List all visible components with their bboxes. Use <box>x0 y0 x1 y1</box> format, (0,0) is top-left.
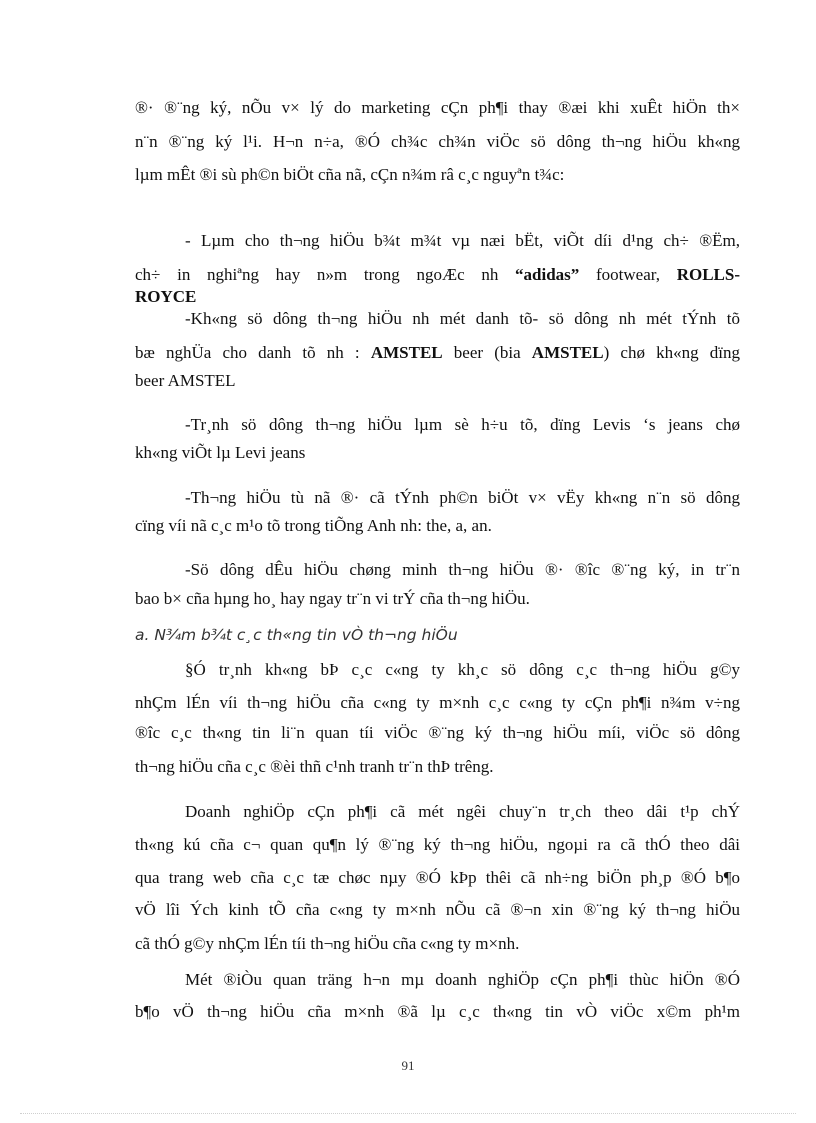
body-line: ch÷ in nghiªng hay n»m trong ngoÆc nh “adidas” footwear, ROLLS- <box>135 265 741 284</box>
body-line: ®îc c¸c th«ng tin li¨n quan tíi viÖc ®¨ng ký th¬ng hiÖu míi, viÖc sö dông <box>135 723 740 742</box>
body-line: ®· ®¨ng ký, nÕu v× lý do marketing cÇn ph¶i thay ®æi khi xuÊt hiÖn th× <box>135 98 740 117</box>
body-line: Doanh nghiÖp cÇn ph¶i cã mét ngêi chuy¨n tr¸ch theo dâi t¹p chÝ <box>185 802 740 821</box>
body-line: vÖ lîi Ých kinh tÕ cña c«ng ty m×nh nÕu cã ®¬n xin ®¨ng ký th¬ng hiÖu <box>135 900 740 919</box>
body-line: th¬ng hiÖu cña c¸c ®èi thñ c¹nh tranh tr¨n thÞ trêng. <box>135 757 494 776</box>
body-line: beer AMSTEL <box>135 371 236 390</box>
body-line: -Th¬ng hiÖu tù nã ®· cã tÝnh ph©n biÖt v× vËy kh«ng n¨n sö dông <box>185 488 740 507</box>
body-line: ROYCE <box>135 287 197 306</box>
body-line: Mét ®iÒu quan träng h¬n mµ doanh nghiÖp cÇn ph¶i thùc hiÖn ®Ó <box>185 970 740 989</box>
body-line: lµm mÊt ®i sù ph©n biÖt cña nã, cÇn n¾m râ c¸c nguyªn t¾c: <box>135 165 565 184</box>
body-line: -Tr¸nh sö dông th¬ng hiÖu lµm sè h÷u tõ, dïng Levis ‘s jeans chø <box>185 415 740 434</box>
page-bottom-divider <box>20 1113 796 1114</box>
section-heading: a. N¾m b¾t c¸c th«ng tin vÒ th¬ng hiÖu <box>135 626 458 644</box>
body-line: §Ó tr¸nh kh«ng bÞ c¸c c«ng ty kh¸c sö dông c¸c th¬ng hiÖu g©y <box>185 660 740 679</box>
body-line: n¨n ®¨ng ký l¹i. H¬n n÷a, ®Ó ch¾c ch¾n viÖc sö dông th¬ng hiÖu kh«ng <box>135 132 740 151</box>
body-line: th«ng kú cña c¬ quan qu¶n lý ®¨ng ký th¬ng hiÖu, ngoµi ra cã thÓ theo dâi <box>135 835 740 854</box>
body-line: nhÇm lÉn víi th¬ng hiÖu cña c«ng ty m×nh c¸c c«ng ty cÇn ph¶i n¾m v÷ng <box>135 693 740 712</box>
body-line: b¶o vÖ th¬ng hiÖu cña m×nh ®ã lµ c¸c th«ng tin vÒ viÖc x©m ph¹m <box>135 1002 740 1021</box>
page-number: 91 <box>401 1058 415 1073</box>
body-line: bao b× cña hµng ho¸ hay ngay tr¨n vi trÝ cña th¬ng hiÖu. <box>135 589 530 608</box>
body-line: bæ nghÜa cho danh tõ nh : AMSTEL beer (bia AMSTEL) chø kh«ng dïng <box>135 343 741 362</box>
body-line: kh«ng viÕt lµ Levi jeans <box>135 443 306 462</box>
body-line: cã thÓ g©y nhÇm lÉn tíi th¬ng hiÖu cña c«ng ty m×nh. <box>135 934 520 953</box>
body-line: -Kh«ng sö dông th¬ng hiÖu nh mét danh tõ- sö dông nh mét tÝnh tõ <box>185 309 740 328</box>
body-line: cïng víi nã c¸c m¹o tõ trong tiÕng Anh nh: the, a, an. <box>135 516 492 535</box>
body-line: qua trang web cña c¸c tæ chøc nµy ®Ó kÞp thêi cã nh÷ng biÖn ph¸p ®Ó b¶o <box>135 868 740 887</box>
body-line: - Lµm cho th¬ng hiÖu b¾t m¾t vµ næi bËt, viÕt díi d¹ng ch÷ ®Ëm, <box>185 231 740 250</box>
body-line: -Sö dông dÊu hiÖu chøng minh th¬ng hiÖu ®· ®îc ®¨ng ký, in tr¨n <box>185 560 740 579</box>
